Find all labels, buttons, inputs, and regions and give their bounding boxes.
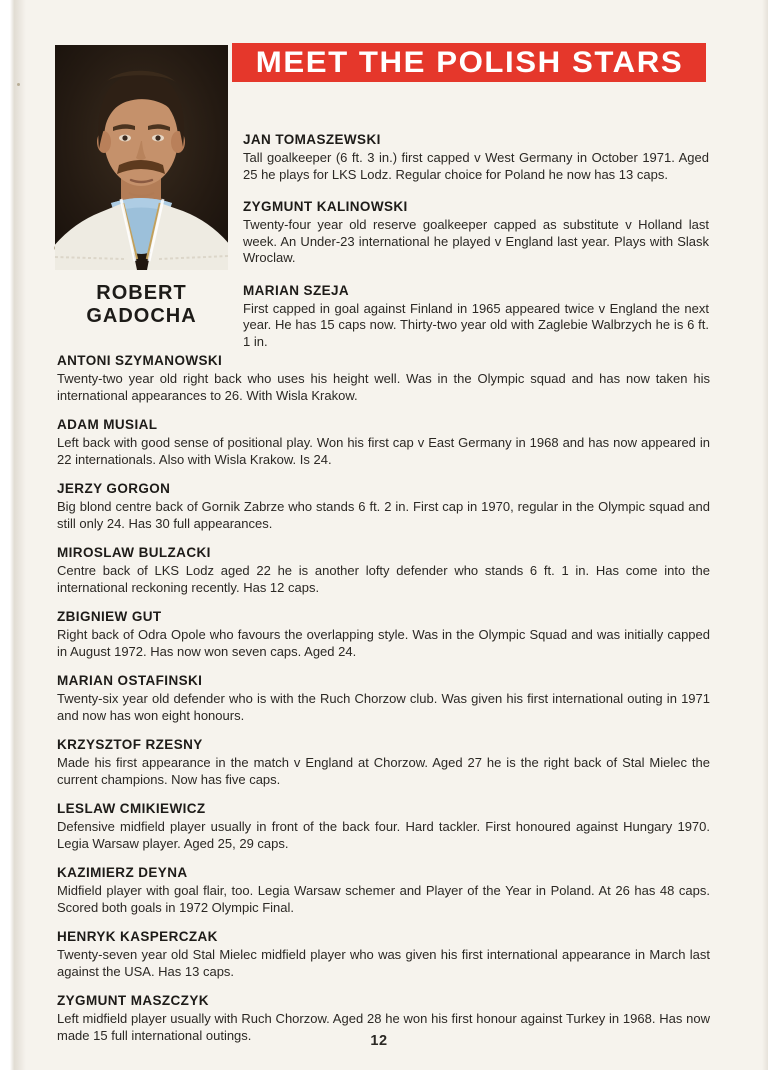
player-name: HENRYK KASPERCZAK (57, 929, 218, 944)
player-entry (243, 131, 709, 183)
player-entry (57, 736, 710, 788)
player-name: ZYGMUNT KALINOWSKI (243, 199, 408, 214)
photo-caption-line2: GADOCHA (86, 305, 197, 327)
player-name: LESLAW CMIKIEWICZ (57, 801, 206, 816)
player-name: KAZIMIERZ DEYNA (57, 865, 188, 880)
headline-banner (232, 43, 706, 82)
player-entry (243, 198, 709, 267)
player-bio: Made his first appearance in the match v England at Chorzow. Aged 27 he is the right back of Stal Mielec the current champions. Now has five caps. (57, 755, 710, 787)
player-entry (57, 480, 710, 532)
page-title: MEET THE POLISH STARS (255, 46, 683, 79)
player-entry (57, 416, 710, 468)
player-bio: Twenty-two year old right back who uses his height well. Was in the Olympic squad and has now taken his international appearances to 26. With Wisla Krakow. (57, 371, 710, 403)
player-bio: Defensive midfield player usually in front of the back four. Hard tackler. First honoured against Hungary 1970. Legia Warsaw player. Aged 25, 29 caps. (57, 819, 710, 851)
player-entry (243, 282, 709, 351)
outfield-players-list (57, 352, 710, 1056)
scan-speck (17, 83, 20, 86)
player-name: ZBIGNIEW GUT (57, 609, 162, 624)
player-entry (57, 928, 710, 980)
player-photo (55, 45, 228, 270)
photo-caption-line1: ROBERT (96, 282, 187, 304)
player-name: ANTONI SZYMANOWSKI (57, 353, 223, 368)
player-bio: Left back with good sense of positional play. Won his first cap v East Germany in 1968 and has now appeared in 22 internationals. Also with Wisla Krakow. Is 24. (57, 435, 710, 467)
player-bio: Left midfield player usually with Ruch Chorzow. Aged 28 he won his first honour against Turkey in 1968. Has now made 15 full international outings. (57, 1011, 710, 1043)
player-bio: Twenty-six year old defender who is with the Ruch Chorzow club. Was given his first international outing in 1971 and now has won eight honours. (57, 691, 710, 723)
player-bio: Midfield player with goal flair, too. Legia Warsaw schemer and Player of the Year in Poland. At 26 has 48 caps. Scored both goals in 1972 Olympic Final. (57, 883, 710, 915)
player-portrait-illustration (55, 45, 228, 270)
player-name: JAN TOMASZEWSKI (243, 132, 381, 147)
player-entry (57, 800, 710, 852)
player-name: MARIAN SZEJA (243, 282, 350, 298)
player-name: KRZYSZTOF RZESNY (57, 737, 203, 752)
player-name: ZYGMUNT MASZCZYK (57, 993, 209, 1008)
player-entry (57, 544, 710, 596)
player-name: MIROSLAW BULZACKI (57, 545, 211, 560)
player-entry (57, 864, 710, 916)
photo-caption (50, 282, 233, 328)
player-name: JERZY GORGON (57, 481, 171, 496)
goalkeepers-column (243, 131, 709, 365)
player-bio: Twenty-four year old reserve goalkeeper capped as substitute v Holland last week. An Under-23 international he played v England last year. Plays with Slask Wroclaw. (243, 217, 709, 265)
player-bio: Tall goalkeeper (6 ft. 3 in.) first capped v West Germany in October 1971. Aged 25 he plays for LKS Lodz. Regular choice for Poland he now has 13 caps. (243, 150, 709, 182)
player-entry (57, 672, 710, 724)
player-bio: First capped in goal against Finland in 1965 appeared twice v England the next year. He has 15 caps now. Thirty-two year old with Zaglebie Walbrzych he is 6 ft. 1 in. (243, 300, 709, 349)
player-bio: Big blond centre back of Gornik Zabrze who stands 6 ft. 2 in. First cap in 1970, regular in the Olympic squad and still only 24. Has 30 full appearances. (57, 499, 710, 531)
page-number: 12 (370, 1033, 388, 1049)
player-name: ADAM MUSIAL (57, 417, 158, 432)
player-bio: Twenty-seven year old Stal Mielec midfield player who was given his first international appearance in March last against the USA. Has 13 caps. (57, 947, 710, 979)
player-bio: Right back of Odra Opole who favours the overlapping style. Was in the Olympic Squad and was initially capped in August 1972. Has now won seven caps. Aged 24. (57, 627, 710, 659)
player-name: MARIAN OSTAFINSKI (57, 673, 203, 688)
player-entry (57, 608, 710, 660)
player-entry (57, 352, 710, 404)
player-bio: Centre back of LKS Lodz aged 22 he is another lofty defender who stands 6 ft. 1 in. Has come into the international reckoning recently. Has 12 caps. (57, 563, 710, 595)
